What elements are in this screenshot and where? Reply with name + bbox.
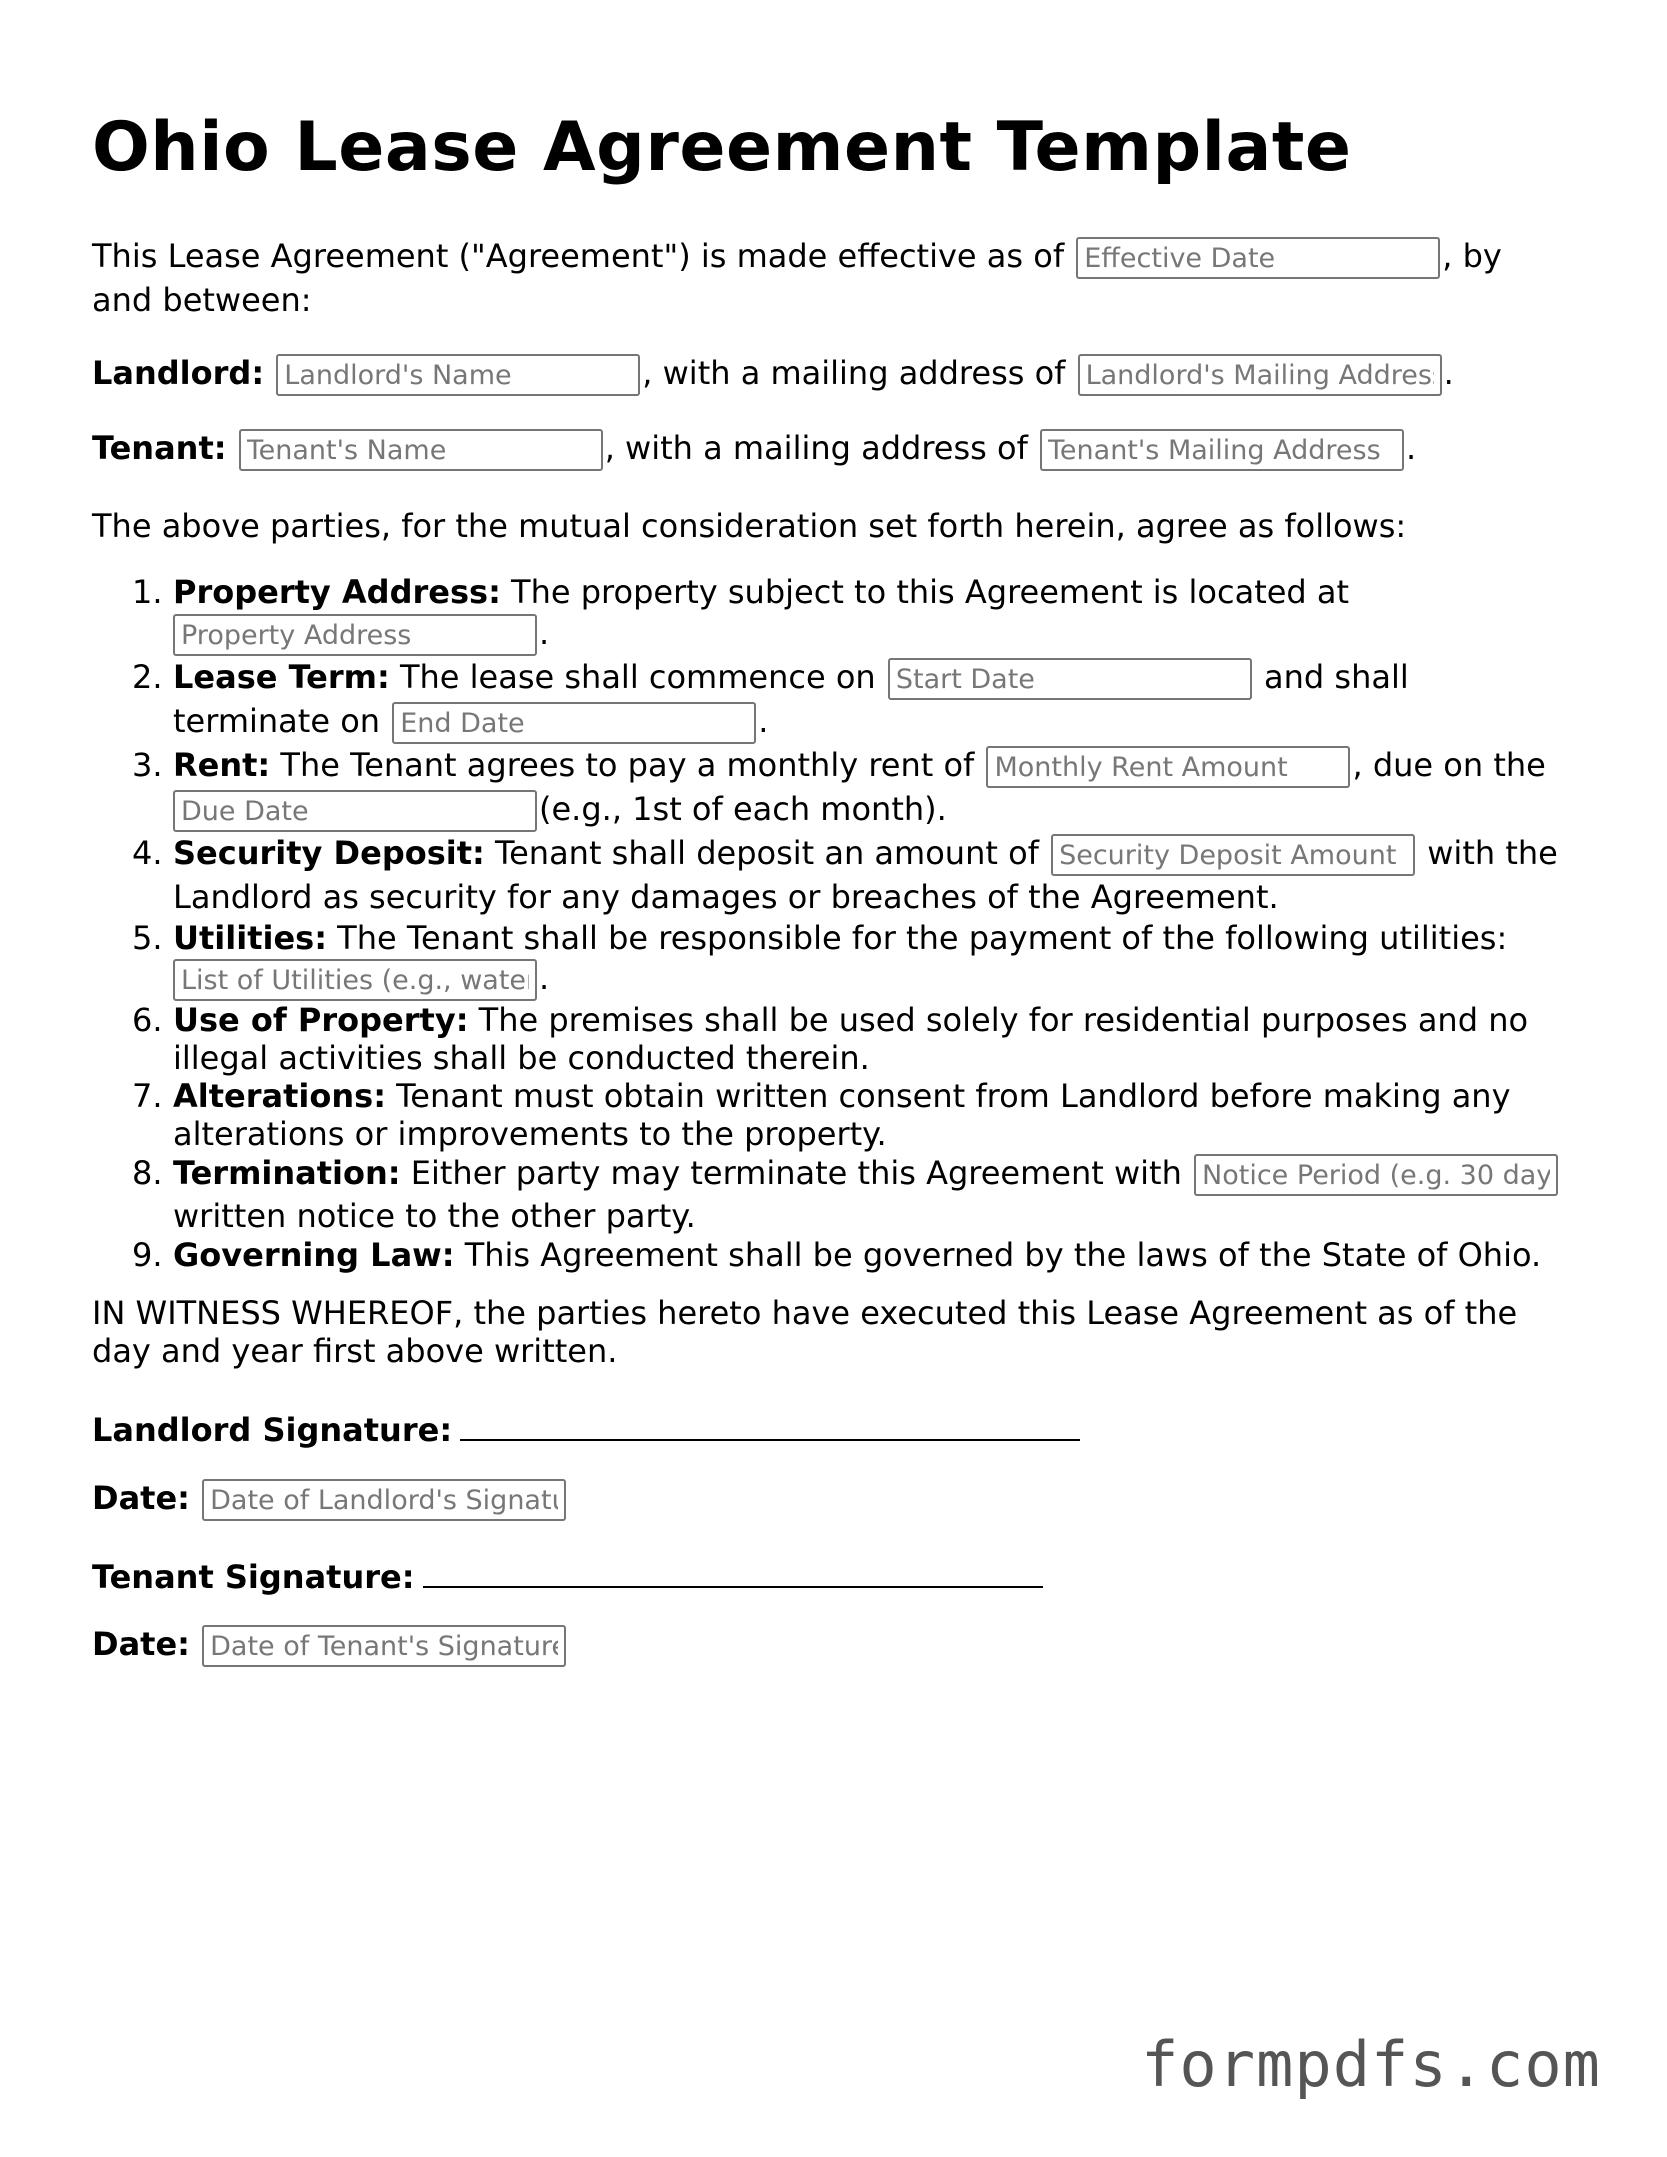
intro-between-text: and between: — [92, 281, 312, 319]
start-date-field[interactable] — [888, 658, 1252, 700]
term-text: The premises shall be used solely for residential purposes and no — [468, 1001, 1529, 1039]
tenant-signature-label: Tenant Signature: — [92, 1558, 415, 1596]
witness-line-2: day and year first above written. — [92, 1332, 618, 1370]
term-text-3: (e.g., 1st of each month). — [539, 790, 947, 828]
watermark: formpdfs.com — [1141, 2028, 1601, 2101]
tenant-signature-line — [92, 1552, 1043, 1598]
term-item — [92, 832, 1560, 918]
tenant-name-field[interactable] — [239, 429, 603, 471]
landlord-date-field[interactable] — [202, 1479, 566, 1521]
term-number: 9. — [132, 1236, 163, 1274]
term-number: 8. — [132, 1154, 163, 1192]
term-number: 3. — [132, 746, 163, 784]
term-item — [92, 918, 1560, 1001]
term-line-2: Landlord as security for any damages or breaches of the Agreement. — [173, 878, 1279, 916]
terms-list — [92, 572, 1560, 1274]
term-text: This Agreement shall be governed by the laws of the State of Ohio. — [454, 1236, 1542, 1274]
term-label: Property Address: — [173, 573, 501, 611]
term-number: 4. — [132, 834, 163, 872]
term-label: Use of Property: — [173, 1001, 469, 1039]
intro-by-text: , by — [1442, 237, 1502, 275]
term-label: Termination: — [173, 1154, 401, 1192]
term-text: Tenant must obtain written consent from Landlord before making any — [385, 1077, 1511, 1115]
property-address-field[interactable] — [173, 614, 537, 656]
effective-date-field[interactable] — [1076, 237, 1440, 279]
witness-line-1: IN WITNESS WHEREOF, the parties hereto have executed this Lease Agreement as of the — [92, 1294, 1518, 1332]
page-title: Ohio Lease Agreement Template — [92, 108, 1352, 187]
term-label: Rent: — [173, 746, 271, 784]
term-text-2: , due on the — [1352, 746, 1546, 784]
term-item — [92, 1153, 1560, 1236]
landlord-name-field[interactable] — [276, 354, 640, 396]
tenant-mailing-text: , with a mailing address of — [604, 429, 1028, 467]
term-end: . — [539, 614, 550, 652]
landlord-mailing-text: , with a mailing address of — [642, 354, 1066, 392]
tenant-date-line — [92, 1623, 568, 1667]
term-number: 1. — [132, 573, 163, 611]
term-item — [92, 656, 1560, 744]
term-item — [92, 1077, 1560, 1153]
tenant-end: . — [1406, 429, 1417, 467]
term-label: Security Deposit: — [173, 834, 485, 872]
tenant-signature-field[interactable] — [423, 1552, 1043, 1588]
term-text: The Tenant shall be responsible for the payment of the following utilities: — [327, 919, 1508, 957]
term-text: The property subject to this Agreement is located at — [500, 573, 1350, 611]
term-line-2: alterations or improvements to the property. — [173, 1115, 887, 1153]
term-label: Governing Law: — [173, 1236, 455, 1274]
term-line-2: illegal activities shall be conducted therein. — [173, 1039, 870, 1077]
term-end: . — [539, 959, 550, 997]
tenant-address-field[interactable] — [1040, 429, 1404, 471]
landlord-end: . — [1443, 354, 1454, 392]
landlord-date-label: Date: — [92, 1479, 190, 1517]
term-text: Tenant shall deposit an amount of — [484, 834, 1039, 872]
term-line-2: written notice to the other party. — [173, 1197, 696, 1235]
intro-text: This Lease Agreement ("Agreement") is made effective as of — [92, 237, 1065, 275]
due-date-field[interactable] — [173, 790, 537, 832]
notice-period-field[interactable] — [1194, 1154, 1558, 1196]
witness-paragraph — [92, 1294, 1517, 1370]
term-number: 7. — [132, 1077, 163, 1115]
monthly-rent-field[interactable] — [986, 746, 1350, 788]
end-date-field[interactable] — [392, 702, 756, 744]
tenant-line — [92, 427, 1416, 471]
landlord-date-line — [92, 1477, 568, 1521]
term-number: 6. — [132, 1001, 163, 1039]
term-number: 2. — [132, 658, 163, 696]
landlord-signature-label: Landlord Signature: — [92, 1411, 453, 1449]
landlord-signature-line — [92, 1405, 1080, 1451]
landlord-line — [92, 352, 1454, 396]
term-item — [92, 572, 1560, 656]
parties-statement: The above parties, for the mutual consideration set forth herein, agree as follows: — [92, 507, 1407, 545]
utilities-field[interactable] — [173, 959, 537, 1001]
term-text-2: and shall — [1253, 658, 1409, 696]
term-label: Alterations: — [173, 1077, 386, 1115]
term-label: Lease Term: — [173, 658, 390, 696]
term-text: The lease shall commence on — [389, 658, 876, 696]
tenant-date-label: Date: — [92, 1625, 190, 1663]
landlord-label: Landlord: — [92, 354, 265, 392]
term-label: Utilities: — [173, 919, 327, 957]
tenant-label: Tenant: — [92, 429, 227, 467]
term-end: . — [758, 702, 769, 740]
intro-paragraph — [92, 235, 1502, 321]
security-deposit-field[interactable] — [1051, 834, 1415, 876]
term-line-2: terminate on — [173, 702, 381, 740]
term-item — [92, 1001, 1560, 1077]
landlord-address-field[interactable] — [1078, 354, 1442, 396]
landlord-signature-field[interactable] — [460, 1405, 1080, 1441]
term-text: Either party may terminate this Agreement with — [400, 1154, 1182, 1192]
tenant-date-field[interactable] — [202, 1625, 566, 1667]
term-text: The Tenant agrees to pay a monthly rent of — [270, 746, 975, 784]
term-item — [92, 1236, 1560, 1274]
term-item — [92, 744, 1560, 832]
term-number: 5. — [132, 919, 163, 957]
term-text-2: with the — [1417, 834, 1558, 872]
